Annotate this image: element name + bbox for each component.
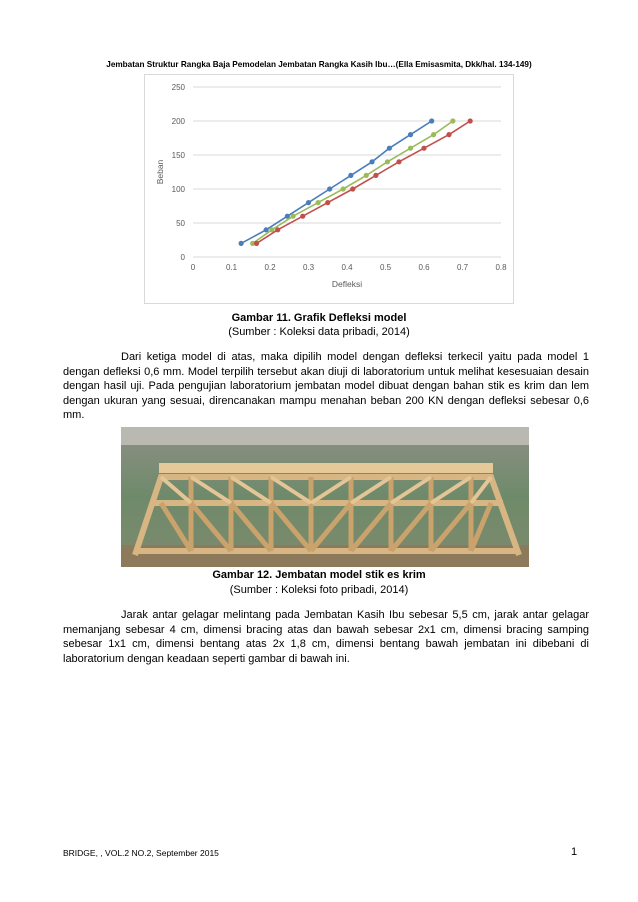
series-1-point <box>429 118 434 123</box>
y-tick-label: 250 <box>171 83 185 92</box>
x-tick-label: 0.1 <box>225 263 238 272</box>
x-tick-label: 0.7 <box>456 263 469 272</box>
y-tick-label: 100 <box>171 185 185 194</box>
paragraph-1: Dari ketiga model di atas, maka dipilih model dengan defleksi terkecil yaitu pada model 1 dengan defleksi 0,6 mm. Model terpilih tersebut akan diuji di laboratorium untuk melihat kesesuaian desain dengan hasil uji. Pada pengujian laboratorium jembatan model dibuat dengan bahan stik es krim dan lem dengan ukuran yang sesuai, direncanakan mampu menahan beban 200 KN dengan defleksi sebesar 0,6 mm. <box>63 351 589 421</box>
series-2-point <box>450 118 455 123</box>
series-2-point <box>364 173 369 178</box>
figure12-caption: Gambar 12. Jembatan model stik es krim <box>212 569 426 581</box>
series-1-point <box>348 173 353 178</box>
series-2-point <box>408 146 413 151</box>
series-3-point <box>373 173 378 178</box>
series-2-point <box>291 214 296 219</box>
series-1-point <box>306 200 311 205</box>
footer-journal: BRIDGE, , VOL.2 NO.2, September 2015 <box>63 848 219 858</box>
series-3-point <box>396 159 401 164</box>
series-3-point <box>350 186 355 191</box>
series-1-point <box>239 241 244 246</box>
paragraph-2: Jarak antar gelagar melintang pada Jembatan Kasih Ibu sebesar 5,5 cm, jarak antar gelagar memanjang sebesar 4 cm, dimensi bracing atas dan bawah sebesar 2x1 cm, dimensi bracing samping sebesar 1x1 cm, dimensi bentang atas 2x 1,8 cm, dimensi bentang bawah jembatan ini dibebani di laboratorium dengan keadaan seperti gambar di bawah ini. <box>63 609 589 665</box>
x-axis-label: Defleksi <box>331 279 363 289</box>
series-3-point <box>254 241 259 246</box>
series-2-line <box>253 121 453 243</box>
series-1-point <box>369 159 374 164</box>
figure12-source: (Sumber : Koleksi foto pribadi, 2014) <box>229 584 409 596</box>
x-tick-label: 0 <box>190 263 196 272</box>
x-tick-label: 0.4 <box>341 263 353 272</box>
y-tick-label: 0 <box>180 253 185 262</box>
x-tick-label: 0.8 <box>495 263 507 272</box>
series-2-point <box>341 186 346 191</box>
running-header: Jembatan Struktur Rangka Baja Pemodelan Jembatan Rangka Kasih Ibu…(Ella Emisasmita, Dkk/hal. 134-149) <box>106 60 532 69</box>
x-tick-label: 0.6 <box>418 263 430 272</box>
footer-page-number: 1 <box>571 846 578 858</box>
series-1-line <box>241 121 432 243</box>
series-3-point <box>300 214 305 219</box>
bridge-model-photo <box>121 427 529 567</box>
bridge-photo-illustration <box>121 427 529 567</box>
series-2-point <box>431 132 436 137</box>
series-3-point <box>421 146 426 151</box>
y-tick-label: 50 <box>176 219 185 228</box>
series-2-point <box>385 159 390 164</box>
deflection-chart <box>144 74 514 304</box>
series-2-point <box>316 200 321 205</box>
deflection-chart-svg <box>145 75 513 303</box>
y-axis-label: Beban <box>155 159 165 185</box>
y-tick-label: 150 <box>171 151 185 160</box>
figure11-source: (Sumber : Koleksi data pribadi, 2014) <box>228 326 410 338</box>
x-tick-label: 0.5 <box>379 263 392 272</box>
series-1-point <box>327 186 332 191</box>
y-tick-label: 200 <box>171 117 185 126</box>
series-3-point <box>325 200 330 205</box>
series-3-point <box>468 118 473 123</box>
x-tick-label: 0.2 <box>264 263 276 272</box>
series-3-point <box>275 227 280 232</box>
series-1-point <box>387 146 392 151</box>
series-3-point <box>446 132 451 137</box>
x-tick-label: 0.3 <box>302 263 315 272</box>
series-3-line <box>257 121 471 243</box>
series-1-point <box>408 132 413 137</box>
figure11-caption: Gambar 11. Grafik Defleksi model <box>231 312 407 324</box>
